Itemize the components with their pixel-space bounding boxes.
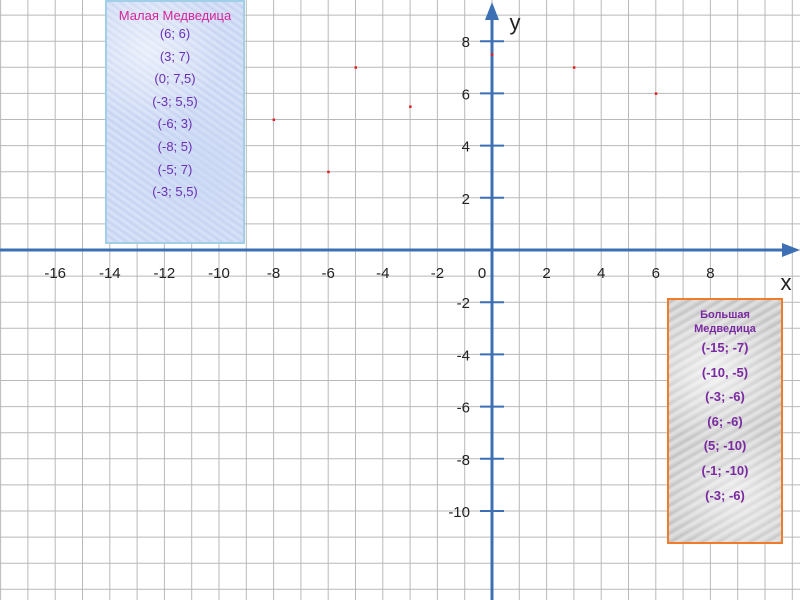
small-dipper-coord-7: (-3; 5,5)	[152, 184, 198, 200]
x-tick-label: -16	[44, 265, 67, 282]
x-tick-label: -2	[430, 265, 445, 282]
big-dipper-coord-2: (-3; -6)	[705, 389, 745, 405]
plotted-point	[409, 105, 412, 108]
small-dipper-coord-2: (0; 7,5)	[154, 71, 196, 87]
big-dipper-coord-list	[669, 336, 781, 508]
plotted-point	[573, 66, 576, 69]
big-dipper-coord-1: (-10, -5)	[701, 364, 749, 380]
y-tick-label: -4	[456, 347, 470, 365]
small-dipper-coord-3: (-3; 5,5)	[152, 93, 198, 109]
y-tick-label: -6	[456, 399, 470, 417]
big-dipper-coord-3: (6; -6)	[707, 413, 743, 429]
small-dipper-coord-5: (-8; 5)	[157, 138, 193, 154]
x-tick-label: 4	[597, 265, 606, 282]
small-dipper-title: Малая Медведица	[118, 8, 232, 23]
big-dipper-coord-0: (-15; -7)	[701, 340, 749, 355]
x-axis-arrow-icon	[782, 243, 800, 257]
small-dipper-coord-4: (-6; 3)	[157, 116, 193, 132]
big-dipper-coord-6: (-3; -6)	[705, 487, 745, 503]
y-tick-label: -2	[456, 295, 470, 313]
big-dipper-coord-4: (5; -10)	[703, 438, 747, 454]
small-dipper-coord-6: (-5; 7)	[157, 161, 193, 177]
x-tick-label: 0	[477, 265, 487, 282]
x-tick-label: 8	[706, 265, 715, 282]
y-tick-label: -10	[448, 504, 470, 521]
plotted-point	[273, 119, 276, 122]
x-tick-label: -6	[321, 265, 335, 282]
y-tick-label: 2	[461, 190, 470, 208]
y-tick-label: -8	[456, 451, 470, 469]
x-tick-label: -14	[98, 265, 121, 282]
plotted-point	[655, 92, 658, 95]
big-dipper-coord-5: (-1; -10)	[701, 462, 749, 478]
small-dipper-coord-0: (6; 6)	[159, 26, 191, 41]
x-tick-label: -12	[153, 265, 176, 282]
x-tick-label: -8	[266, 265, 281, 282]
big-dipper-title: Большая Медведица	[694, 309, 756, 335]
small-dipper-coord-1: (3; 7)	[159, 48, 191, 64]
x-axis-label: x	[780, 270, 792, 295]
y-axis-arrow-icon	[485, 2, 499, 20]
plotted-point	[491, 53, 494, 56]
x-tick-label: -4	[376, 265, 390, 282]
big-dipper-card	[667, 298, 783, 544]
x-tick-label: 6	[651, 265, 660, 282]
small-dipper-card	[105, 0, 245, 244]
y-axis-label: y	[509, 10, 521, 35]
x-tick-label: -10	[208, 265, 230, 282]
x-tick-label: 2	[542, 265, 551, 282]
y-tick-label: 8	[461, 34, 470, 52]
y-tick-label: 4	[461, 138, 470, 156]
plotted-point	[355, 66, 358, 69]
small-dipper-coord-list	[107, 23, 243, 204]
y-tick-label: 6	[461, 86, 470, 104]
plotted-point	[327, 171, 330, 174]
